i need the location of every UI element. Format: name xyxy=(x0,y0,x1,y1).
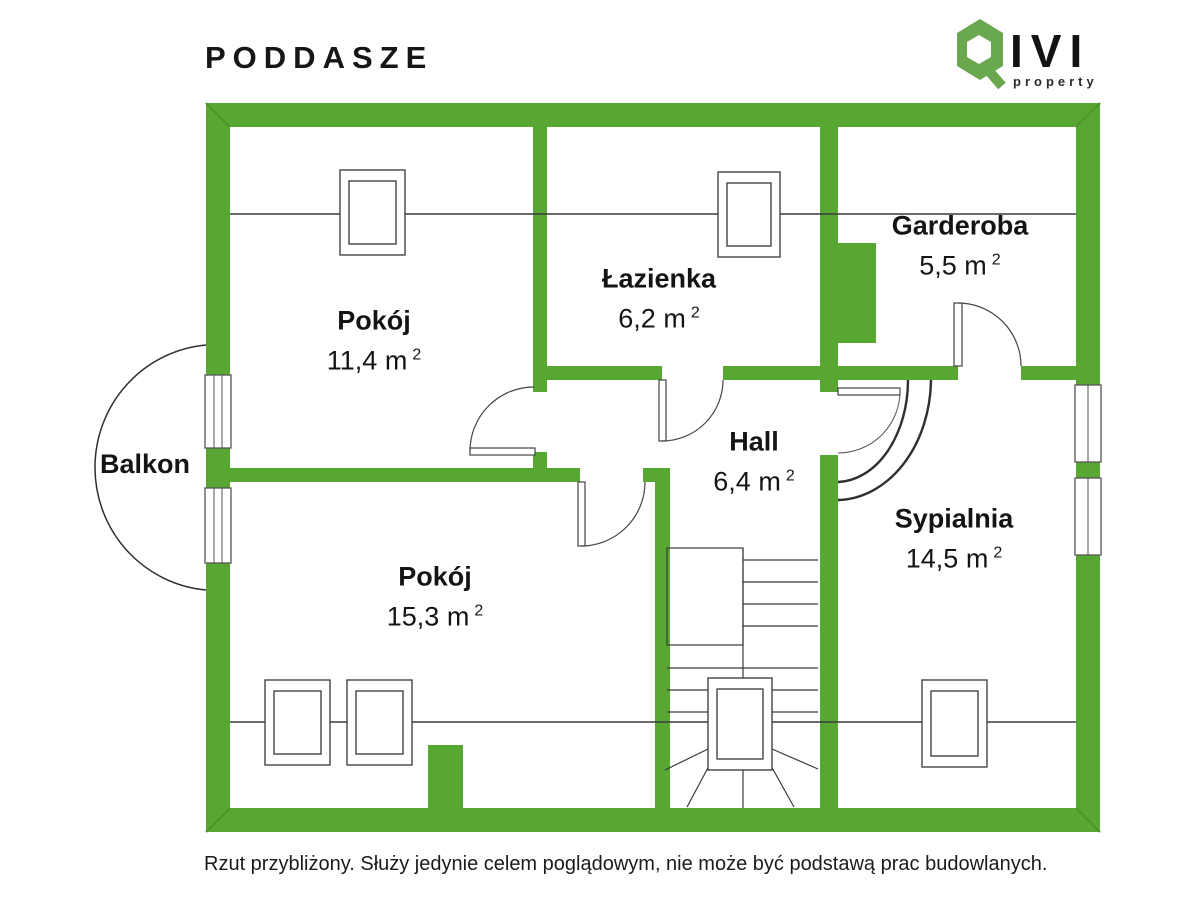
wall-interior xyxy=(206,468,580,482)
wall-exterior-right xyxy=(1076,555,1100,832)
door-wardrobe xyxy=(954,303,1021,366)
wall-exterior-right xyxy=(1076,462,1100,480)
wall-interior xyxy=(820,455,838,808)
room-label-sypialnia xyxy=(895,501,1014,576)
balcony-window xyxy=(205,375,231,448)
room-area: 6,2 m $^2$ xyxy=(618,303,700,334)
wall-interior xyxy=(838,366,958,380)
logo-tagline: property xyxy=(1013,74,1098,89)
room-name: Garderoba xyxy=(891,210,1029,241)
wall-exterior-left xyxy=(206,563,230,832)
room-name: Pokój xyxy=(337,305,411,336)
wall-interior xyxy=(820,127,838,392)
wall-stub xyxy=(428,745,463,808)
wall-interior xyxy=(547,366,662,380)
wall-interior xyxy=(723,366,820,380)
closet-block xyxy=(838,243,876,343)
room-label-pokoj-1 xyxy=(327,303,421,378)
room-area: 15,3 m $^2$ xyxy=(386,601,484,632)
room-name: Pokój xyxy=(398,561,472,592)
room-label-hall xyxy=(713,424,794,499)
room-area: 5,5 m $^2$ xyxy=(919,250,1001,281)
skylight-window xyxy=(922,680,987,767)
room-label-garderoba xyxy=(892,208,1029,283)
skylight-window xyxy=(347,680,412,765)
wall-exterior-top xyxy=(206,103,1100,127)
room-name: Balkon xyxy=(99,449,191,479)
logo-q-icon xyxy=(957,19,1003,86)
skylight-window xyxy=(340,170,405,255)
wall-interior xyxy=(1021,366,1076,380)
room-name: Łazienka xyxy=(601,263,717,294)
page-title: PODDASZE xyxy=(205,40,434,75)
door-room1 xyxy=(470,387,535,455)
wall-exterior-right xyxy=(1076,103,1100,385)
room-area: 14,5 m $^2$ xyxy=(905,543,1003,574)
balcony-window xyxy=(205,488,231,563)
skylight-window xyxy=(708,678,772,770)
skylight-window xyxy=(718,172,780,257)
door-room2 xyxy=(578,482,645,546)
wall-interior xyxy=(533,127,547,392)
room-label-pokoj-2 xyxy=(387,559,483,634)
logo-brand-text: IVI xyxy=(1010,25,1091,77)
room-area: 6,4 m $^2$ xyxy=(713,466,795,497)
bedroom-window xyxy=(1075,478,1101,555)
door-bedroom xyxy=(838,380,931,500)
room-name: Sypialnia xyxy=(894,503,1014,534)
room-label-lazienka xyxy=(602,261,716,336)
bedroom-window xyxy=(1075,385,1101,462)
wall-exterior-left xyxy=(206,103,230,375)
disclaimer-text: Rzut przybliżony. Służy jedynie celem poglądowym, nie może być podstawą prac budowlanych. xyxy=(204,853,1048,875)
room-area: 11,4 m $^2$ xyxy=(326,345,422,376)
wall-interior xyxy=(655,468,670,808)
room-name: Hall xyxy=(729,426,779,457)
skylight-window xyxy=(265,680,330,765)
room-label-balkon xyxy=(100,446,190,482)
wall-exterior-bottom xyxy=(206,808,1100,832)
